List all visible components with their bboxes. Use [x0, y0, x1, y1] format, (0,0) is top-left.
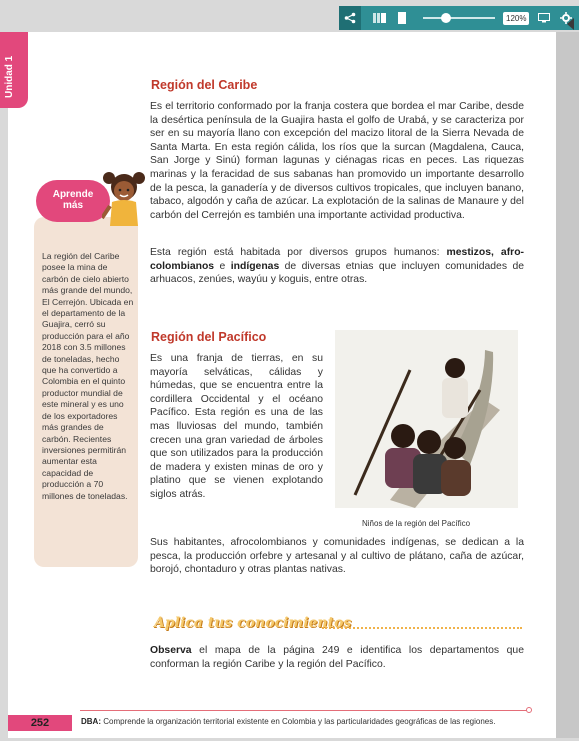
dba-label: DBA:	[81, 717, 101, 726]
zoom-slider[interactable]	[423, 6, 495, 30]
dotted-divider	[322, 627, 522, 629]
previous-page-arrow-icon[interactable]	[567, 18, 574, 30]
caribe-p2-bold-1: mestizos, afro-colombianos	[150, 247, 525, 272]
caribe-title: Región del Caribe	[151, 78, 258, 92]
book-page	[4, 32, 556, 738]
pacifico-paragraph-1: Es una franja de tierras, en su mayoría selváticas, cálidas y húmedas, que se encuentra entre la cordillera Occidental y el océano Pacífico. Esta región es una de las mas lluviosas del mundo, también crecen una gran variedad de árboles que son utilizados para la producción de madera y existen minas de oro y platino que se vienen explotando siglos atrás.	[150, 353, 323, 500]
fullscreen-icon[interactable]	[533, 6, 555, 30]
aplica-bold: Observa	[150, 645, 192, 656]
aprende-mas-badge	[36, 180, 110, 222]
thumbnails-icon[interactable]	[369, 6, 391, 30]
aprende-label: Aprende	[52, 189, 94, 200]
caribe-p2-bold-2: indígenas	[230, 260, 280, 272]
dba-footer	[81, 717, 495, 726]
viewer-toolbar	[339, 6, 579, 30]
pacifico-title: Región del Pacífico	[151, 330, 267, 344]
aplica-text: el mapa de la página 249 e identifica los departamentos que conforman la región Caribe y la región del Pacífico.	[150, 645, 524, 670]
dba-text: Comprende la organización territorial existente en Colombia y las particularidades geográficas de las regiones.	[101, 717, 496, 726]
aplica-title: Aplica tus conocimientos	[154, 615, 352, 631]
page-number: 252	[8, 715, 72, 731]
unit-label: Unidad 1	[4, 55, 15, 98]
footer-rule-end	[526, 707, 532, 713]
caribe-p2-text-c: e	[214, 260, 231, 272]
caribe-p2-text-d: de diversas etnias que incluyen comunidades de arhuacos, zenúes, wayúu y koguis, entre otras.	[150, 260, 524, 286]
caribe-paragraph-1: Es el territorio conformado por la franja costera que bordea el mar Caribe, desde la desértica península de la Guajira hasta el golfo de Urabá, y se caracteriza por ser en su mayoría llano con excepción del macizo litoral de la Sierra Nevada de Santa Marta. En esta región cálida, los ríos que la surcan (Magdalena, Cauca, San Jorge y Sinú) forman lagunas y ciénagas ricas en peces. Las riquezas marinas y la feracidad de sus sabanas han promovido un importante desarrollo de la pesca, la ganadería y de diversos cultivos tropicales, que incluyen banano, tabaco, algodón y caña de azúcar. La explotación de la salinas de Manaure y del carbón del Cerrejón es también una importante actividad productiva.	[150, 101, 524, 221]
aplica-section-header	[154, 615, 524, 637]
share-icon[interactable]	[339, 6, 361, 30]
unit-tab	[0, 32, 28, 108]
caribe-paragraph-2	[150, 246, 524, 287]
aplica-paragraph	[150, 644, 524, 671]
bookmark-icon[interactable]	[391, 6, 413, 30]
pacifico-children-photo	[335, 330, 518, 508]
photo-caption: Niños de la región del Pacífico	[362, 519, 471, 528]
mas-label: más	[62, 200, 83, 211]
pacifico-paragraph-2: Sus habitantes, afrocolombianos y comunidades indígenas, se dedican a la pesca, la producción orfebre y artesanal y al cultivo de plátano, caña de azúcar, borojó, chontaduro y otras plantas nativas.	[150, 537, 524, 576]
caribe-p2-text-a: Esta región está habitada por diversos grupos humanos:	[150, 247, 447, 258]
aprende-mas-text: La región del Caribe posee la mina de carbón de cielo abierto más grande del mundo, El Cerrejón. Ubicada en el departamento de la Guajira, cerró su producción para el año 2018 con 3.5 millones de toneladas, hecho que ha convertido a Colombia en el quinto productor mundial de este mineral y es uno de los exportadores más grandes de carbón. Recientes inversiones permitirán aumentar esta capacidad de producción a 70 millones de toneladas.	[42, 251, 134, 501]
zoom-slider-track	[423, 17, 495, 19]
page-edge	[556, 32, 579, 738]
zoom-slider-knob[interactable]	[441, 13, 451, 23]
girl-illustration-icon	[102, 168, 146, 226]
zoom-level[interactable]: 120%	[503, 12, 529, 25]
aprende-mas-box	[34, 217, 138, 567]
footer-rule	[80, 710, 530, 711]
